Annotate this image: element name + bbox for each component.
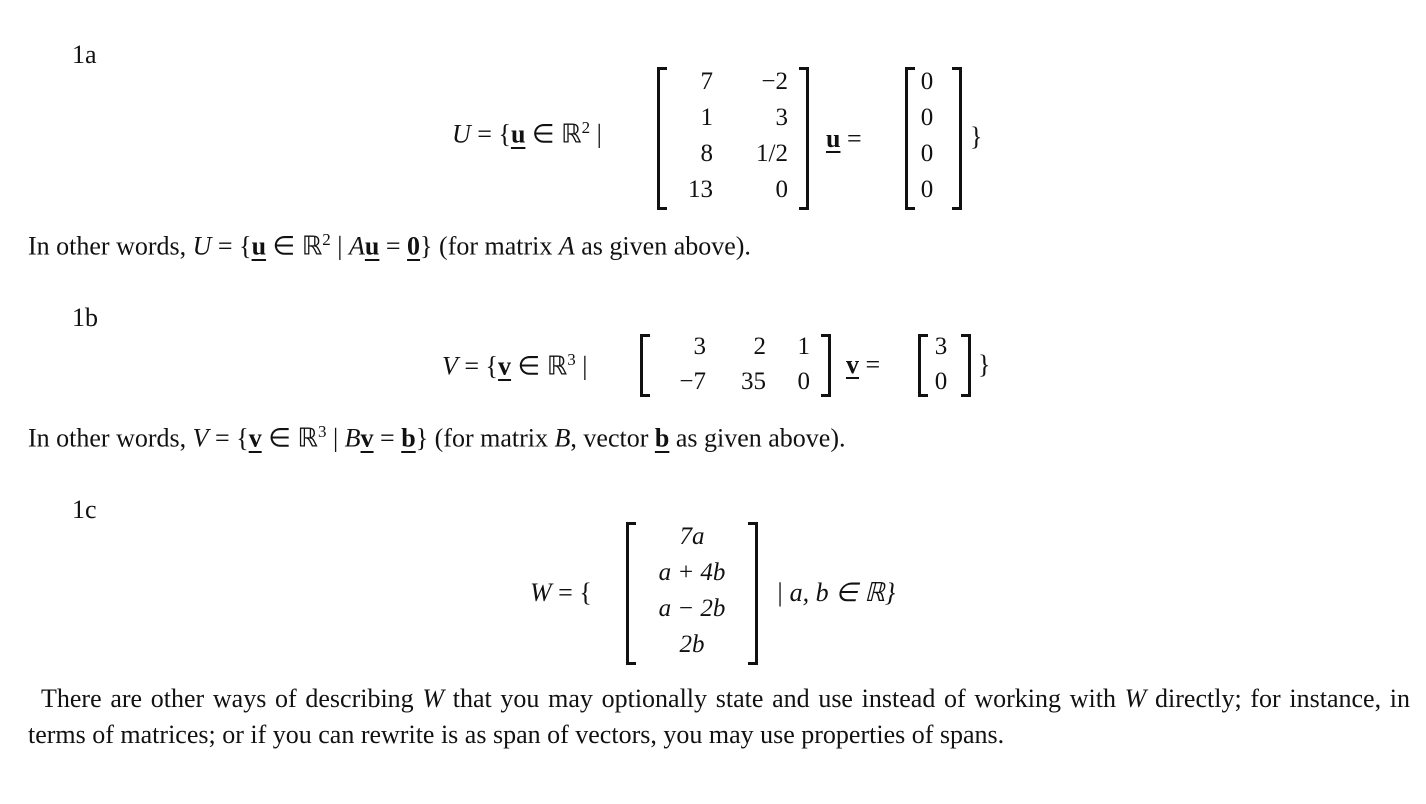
set-definition-u-mid: u = (826, 124, 862, 153)
section-label-1a: 1a (72, 40, 97, 69)
matrix-a-cell: 7 (700, 68, 713, 95)
matrix-b-cell: 0 (797, 368, 810, 395)
set-definition-u-lhs: U = {u ∈ ℝ$^2$ | (452, 118, 602, 149)
matrix-b-cell: 3 (693, 333, 706, 360)
vector-w-cell: 2b (679, 631, 705, 658)
note-1b: In other words, V = {v ∈ ℝ$^3$ | Bv = b} (for matrix B, vector b as given above). (28, 422, 846, 453)
matrix-b-cell: 35 (741, 368, 766, 395)
matrix-a-cell: 1 (700, 104, 713, 131)
set-definition-w-lhs: W = { (530, 578, 592, 607)
vector-w-cell: a − 2b (658, 595, 726, 622)
matrix-b-cell: −7 (679, 368, 706, 395)
matrix-b-cell: 2 (753, 333, 766, 360)
zero-vector-cell: 0 (920, 104, 934, 131)
matrix-a-cell: 3 (775, 104, 788, 131)
set-definition-v-mid: v = (846, 350, 881, 379)
matrix-a-cell: 0 (775, 176, 788, 203)
section-label-1c: 1c (72, 495, 97, 524)
matrix-a-cell: −2 (761, 68, 788, 95)
zero-vector-cell: 0 (920, 140, 934, 167)
zero-vector-cell: 0 (920, 68, 934, 95)
set-close-brace: } (978, 350, 991, 379)
set-close-brace: } (970, 122, 983, 151)
rhs-vector-cell: 3 (934, 333, 948, 360)
vector-w-cell: a + 4b (658, 559, 726, 586)
matrix-a-cell: 1/2 (756, 140, 788, 167)
rhs-vector-cell: 0 (934, 368, 948, 395)
matrix-a-cell: 13 (688, 176, 713, 203)
closing-paragraph: There are other ways of describing W that you may optionally state and use instead of working with W directly; for instance, in terms of matrices; or if you can rewrite is as span of vectors, you may use properties of spans. (28, 684, 1411, 749)
note-1a: In other words, U = {u ∈ ℝ$^2$ | Au = 0} (for matrix A as given above). (28, 230, 751, 261)
vector-w-cell: 7a (679, 523, 705, 550)
matrix-a-cell: 8 (700, 140, 713, 167)
zero-vector-cell: 0 (920, 176, 934, 203)
set-condition-w: | a, b ∈ ℝ} (776, 578, 896, 607)
section-label-1b: 1b (72, 303, 98, 332)
set-definition-v-lhs: V = {v ∈ ℝ$^3$ | (442, 350, 588, 381)
matrix-b-cell: 1 (797, 333, 810, 360)
